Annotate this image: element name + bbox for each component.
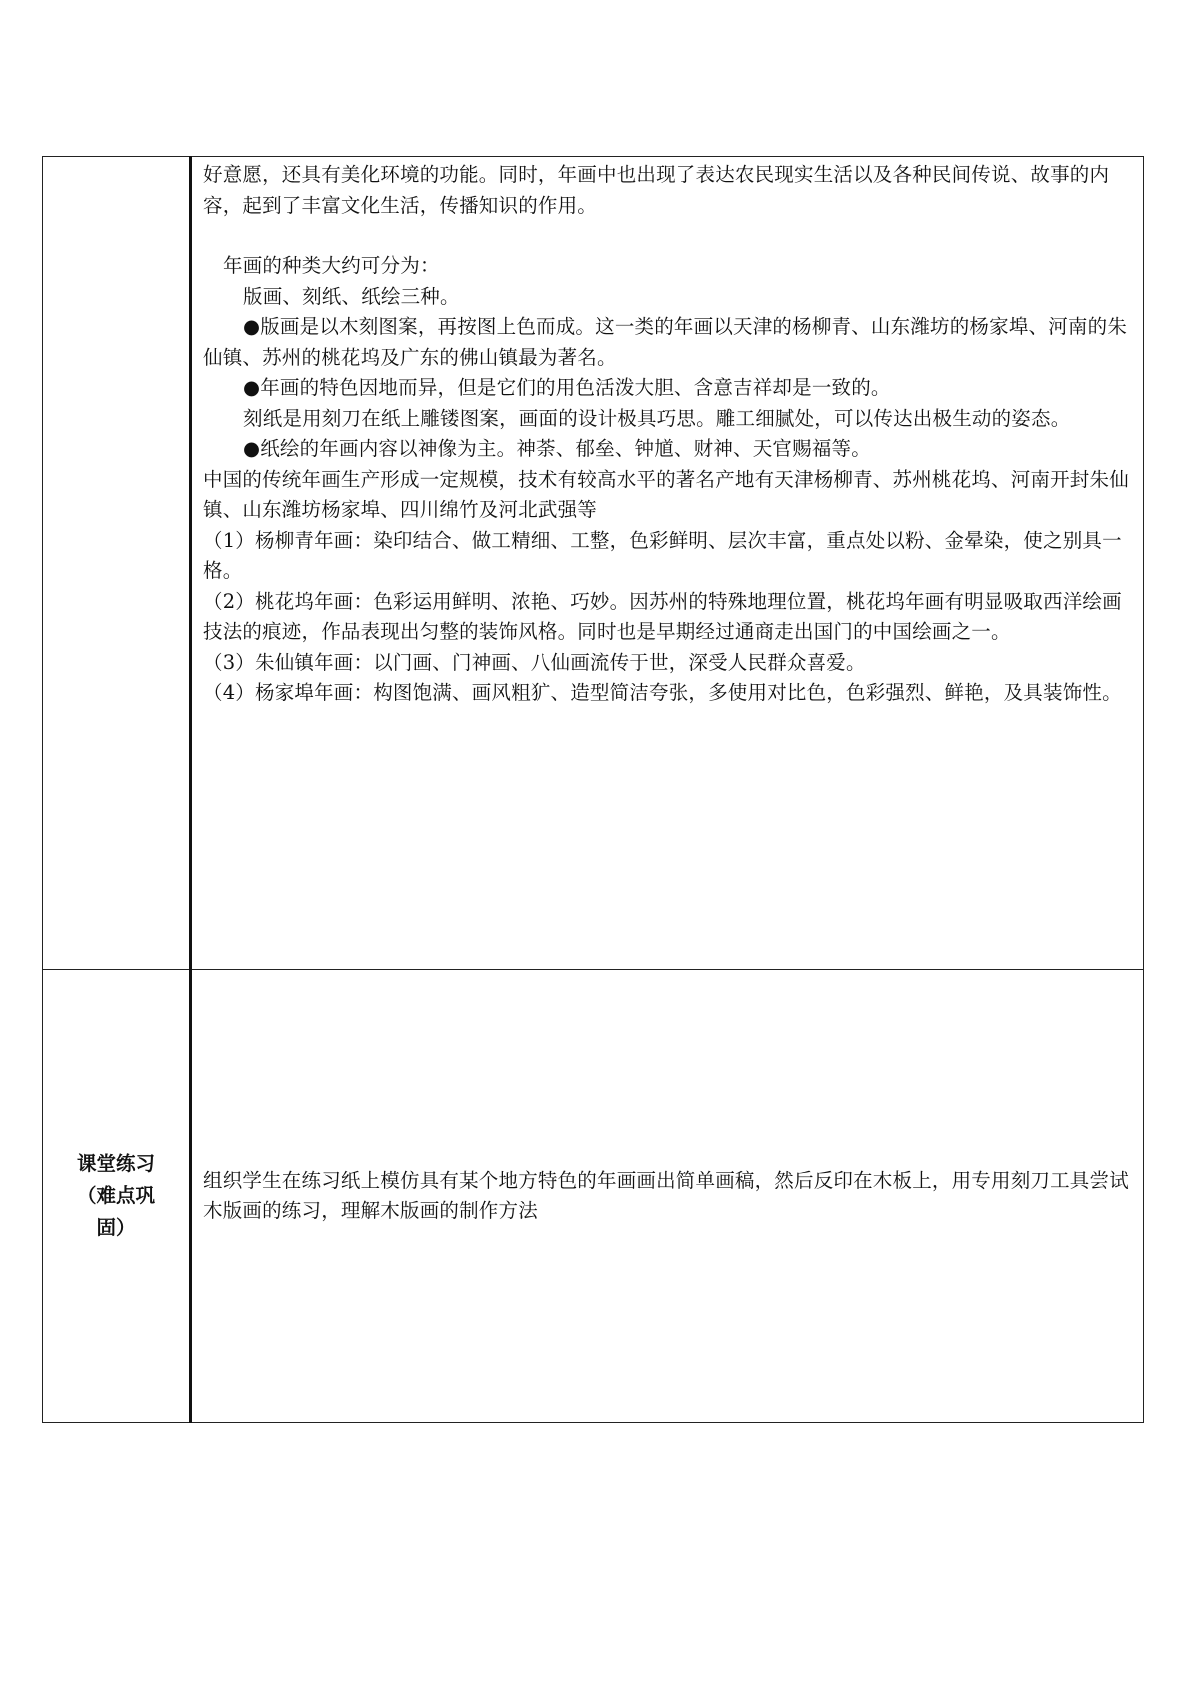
paragraph: 组织学生在练习纸上模仿具有某个地方特色的年画画出简单画稿，然后反印在木板上，用专用刻刀工具尝试木版画的练习，理解木版画的制作方法 bbox=[203, 1168, 1129, 1222]
content-text bbox=[192, 1166, 1143, 1227]
paragraph: 中国的传统年画生产形成一定规模，技术有较高水平的著名产地有天津杨柳青、苏州桃花坞、河南开封朱仙镇、山东潍坊杨家埠、四川绵竹及河北武强等 bbox=[203, 467, 1129, 521]
content-text bbox=[192, 157, 1143, 709]
paragraph: 年画的种类大约可分为： bbox=[223, 254, 440, 277]
row-label-cell bbox=[43, 157, 191, 970]
lesson-table bbox=[42, 156, 1144, 1423]
paragraph: （2）桃花坞年画：色彩运用鲜明、浓艳、巧妙。因苏州的特殊地理位置，桃花坞年画有明显吸取西洋绘画技法的痕迹，作品表现出匀整的装饰风格。同时也是早期经过通商走出国门的中国绘画之一。 bbox=[203, 589, 1122, 643]
paragraph: （3）朱仙镇年画：以门画、门神画、八仙画流传于世，深受人民群众喜爱。 bbox=[203, 650, 866, 674]
table-row bbox=[43, 970, 1144, 1423]
row-label: 课堂练习（难点巩固） bbox=[76, 1152, 155, 1239]
paragraph: 刻纸是用刻刀在纸上雕镂图案，画面的设计极具巧思。雕工细腻处，可以传达出极生动的姿态。 bbox=[243, 406, 1071, 430]
row-content-cell bbox=[191, 157, 1144, 970]
row-content-cell bbox=[191, 970, 1144, 1423]
paragraph: （1）杨柳青年画：染印结合、做工精细、工整，色彩鲜明、层次丰富，重点处以粉、金晕染，使之别具一格。 bbox=[203, 528, 1122, 582]
paragraph: ●版画是以木刻图案，再按图上色而成。这一类的年画以天津的杨柳青、山东潍坊的杨家埠、河南的朱仙镇、苏州的桃花坞及广东的佛山镇最为著名。 bbox=[203, 315, 1128, 369]
table-row bbox=[43, 157, 1144, 970]
paragraph: ●纸绘的年画内容以神像为主。神荼、郁垒、钟馗、财神、天官赐福等。 bbox=[243, 437, 871, 460]
paragraph: 好意愿，还具有美化环境的功能。同时，年画中也出现了表达农民现实生活以及各种民间传说、故事的内容，起到了丰富文化生活，传播知识的作用。 bbox=[203, 163, 1110, 217]
paragraph: 版画、刻纸、纸绘三种。 bbox=[243, 284, 460, 308]
paragraph: （4）杨家埠年画：构图饱满、画风粗犷、造型简洁夸张，多使用对比色，色彩强烈、鲜艳，及具装饰性。 bbox=[203, 681, 1122, 704]
paragraph: ●年画的特色因地而异，但是它们的用色活泼大胆、含意吉祥却是一致的。 bbox=[243, 376, 891, 399]
row-label-cell bbox=[43, 970, 191, 1423]
